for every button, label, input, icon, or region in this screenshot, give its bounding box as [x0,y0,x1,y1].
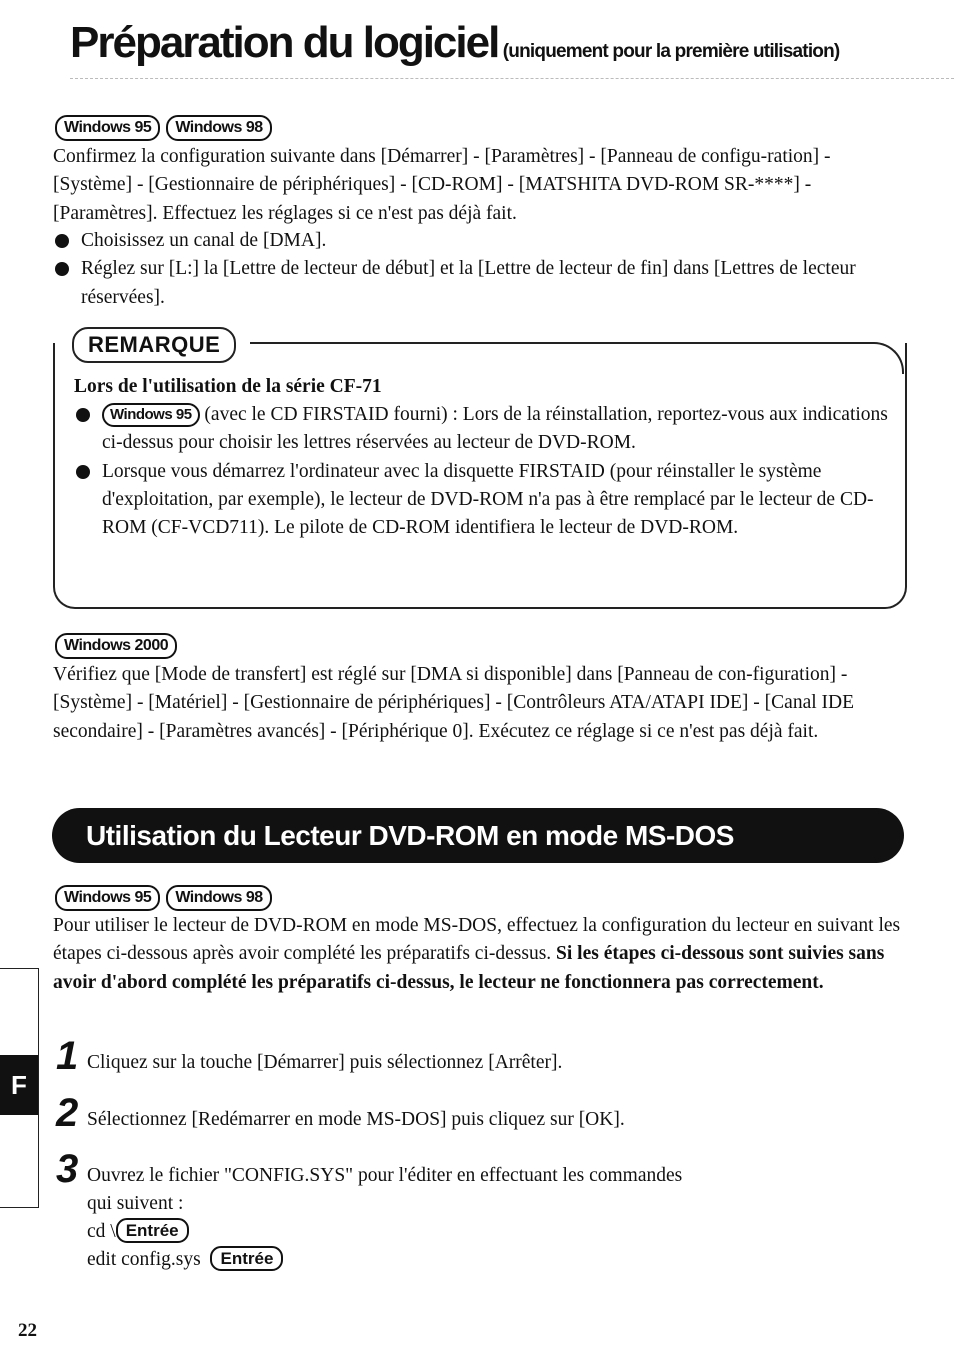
header-divider [70,78,954,79]
section1-paragraph: Confirmez la configuration suivante dans [Démarrer] - [Paramètres] - [Panneau de configu-ration] - [Système] - [Gestionnaire de périphériques] - [CD-ROM] - [MATSHITA DVD-ROM SR-****] - [Paramètres]. Effectuez les réglages si ce n'est pas déjà fait. [53,146,831,224]
step-3-text-cont: qui suivent : [87,1193,184,1214]
badge-windows-95: Windows 95 [102,403,200,427]
page-title-sub: (uniquement pour la première utilisation) [502,41,840,62]
step-1-number: 1 [56,1034,79,1078]
command-text: edit config.sys [87,1249,201,1270]
badge-windows-95: Windows 95 [55,885,160,911]
command-line-1 [87,1218,189,1246]
os-badges-section1 [55,115,272,141]
step-3-number: 3 [56,1147,79,1191]
msdos-section-heading [52,808,904,863]
list-item [74,401,889,458]
remarque-heading: Lors de l'utilisation de la série CF-71 [74,376,382,397]
enter-key: Entrée [210,1246,283,1271]
remarque-top-line [250,342,870,344]
step-1-text: Cliquez sur la touche [Démarrer] puis sélectionnez [Arrêter]. [87,1052,563,1073]
command-text: cd \ [87,1221,116,1242]
side-tab-language: F [0,1055,38,1115]
list-item: Choisissez un canal de [DMA]. [53,227,906,255]
section1-bullets [53,227,906,312]
badge-windows-2000: Windows 2000 [55,633,177,659]
badge-windows-98: Windows 98 [166,885,271,911]
list-item: Réglez sur [L:] la [Lettre de lecteur de début] et la [Lettre de lecteur de fin] dans [Lettres de lecteur réservées]. [53,255,906,312]
step-2-number: 2 [56,1091,79,1135]
os-badges-section2 [55,633,177,659]
msdos-intro [53,912,906,997]
remarque-bullet1-text: (avec le CD FIRSTAID fourni) : Lors de la réinstallation, reportez-vous aux indications ci-dessus pour choisir les lettres réservées au lecteur de DVD-ROM. [102,404,888,454]
enter-key: Entrée [116,1218,189,1243]
remarque-label: REMARQUE [72,327,236,363]
page-title-main: Préparation du logiciel [70,18,499,67]
os-badges-msdos [55,885,272,911]
page-title [70,18,839,68]
page-number: 22 [18,1320,37,1341]
command-line-2 [87,1246,283,1274]
badge-windows-95: Windows 95 [55,115,160,141]
msdos-warning: Si les étapes ci-dessous sont suivies sans avoir d'abord complété les préparatifs ci-dessus, le lecteur ne fonctionnera pas correctement. [53,943,885,993]
section2-paragraph: Vérifiez que [Mode de transfert] est réglé sur [DMA si disponible] dans [Panneau de con-figuration] - [Système] - [Matériel] - [Gestionnaire de périphériques] - [Contrôleurs ATA/ATAPI IDE] - [Canal IDE secondaire] - [Paramètres avancés] - [Périphérique 0]. Exécutez ce réglage si ce n'est pas déjà fait. [53,664,855,742]
msdos-intro-text: Pour utiliser le lecteur de DVD-ROM en mode MS-DOS, effectuez la configuration du lecteur en suivant les étapes ci-dessous après avoir complété les préparatifs ci-dessus. [53,915,901,965]
msdos-heading-text: Utilisation du Lecteur DVD-ROM en mode MS-DOS [86,820,734,851]
badge-windows-98: Windows 98 [166,115,271,141]
list-item: Lorsque vous démarrez l'ordinateur avec la disquette FIRSTAID (pour réinstaller le système d'exploitation, par exemple), le lecteur de DVD-ROM n'a pas à être remplacé par le lecteur de CD-ROM (CF-VCD711). Le pilote de CD-ROM identifiera le lecteur de DVD-ROM. [74,458,889,543]
remarque-bullets [74,401,889,542]
step-3-text: Ouvrez le fichier "CONFIG.SYS" pour l'éditer en effectuant les commandes [87,1165,683,1186]
step-2-text: Sélectionnez [Redémarrer en mode MS-DOS] puis cliquez sur [OK]. [87,1109,625,1130]
